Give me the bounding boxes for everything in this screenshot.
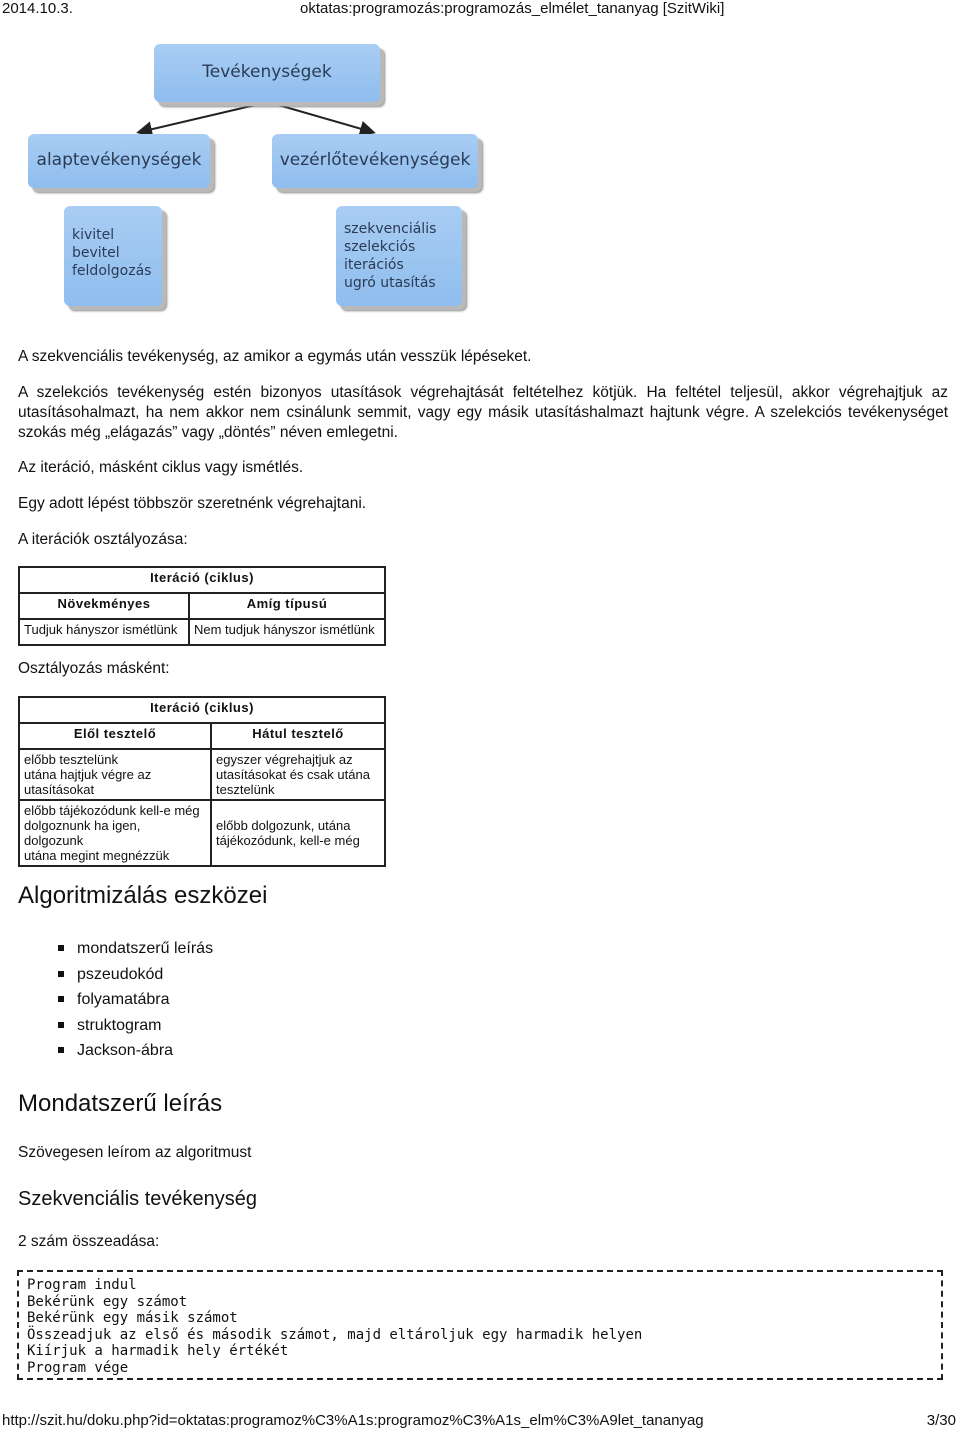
bullet-icon — [58, 945, 64, 951]
heading-sentence-description: Mondatszerű leírás — [18, 1090, 223, 1117]
cell-line: előbb dolgozunk, utána — [216, 818, 351, 833]
diagram-left-item: kivitel — [72, 227, 115, 243]
diagram-root-label: Tevékenységek — [202, 62, 332, 82]
paragraph-sum-two-numbers: 2 szám összeadása: — [18, 1233, 160, 1250]
paragraph-sentence-description: Szövegesen leírom az algoritmust — [18, 1144, 252, 1161]
cell-line: tájékozódunk, kell-e még — [216, 833, 360, 848]
heading-sequential-activity: Szekvenciális tevékenység — [18, 1188, 258, 1210]
diagram-left-box — [28, 134, 210, 188]
list-item — [58, 987, 213, 1013]
cell-line: tesztelünk — [216, 782, 275, 797]
list-item-label: mondatszerű leírás — [77, 940, 214, 957]
paragraph-classification: A iterációk osztályozása: — [18, 531, 188, 548]
list-item-label: struktogram — [77, 1016, 162, 1034]
paragraph-selection: A szelekciós tevékenység estén bizonyos utasítások végrehajtását feltételhez kötjük. Ha feltétel teljesül, akkor végrehajtjuk az utasításohalmazt, ha nem akkor nem csinálunk semmit, vagy egy másik utasításhalmazt hajtunk végre. A szelekciós tevékenységet szokás még „elágazás” vagy „döntés” néven emlegetni. — [18, 384, 948, 441]
bullet-icon — [58, 971, 64, 977]
diagram-left-item: bevitel — [72, 245, 120, 261]
iteration-table-2 — [18, 696, 386, 867]
cell-line: előbb tájékozódunk kell-e még — [24, 803, 200, 818]
print-date: 2014.10.3. — [2, 0, 73, 17]
diagram-left-items-box — [64, 206, 162, 306]
bullet-icon — [58, 1022, 64, 1028]
table1-col2-header: Amíg típusú — [189, 593, 385, 619]
iteration-table-1 — [18, 566, 386, 646]
diagram-right-item: iterációs — [344, 257, 404, 273]
activity-diagram — [0, 30, 520, 320]
cell-line: utána megint megnézzük — [24, 848, 170, 863]
code-line: Bekérünk egy másik számot — [27, 1310, 238, 1327]
print-title: oktatas:programozás:programozás_elmélet_tananyag [SzitWiki] — [300, 0, 725, 17]
list-item-label: Jackson-ábra — [77, 1042, 174, 1059]
code-line: Program indul — [27, 1277, 137, 1293]
diagram-right-items-box — [336, 206, 462, 306]
diagram-root-box — [154, 44, 380, 102]
print-header — [0, 0, 960, 20]
table1-col1-header: Növekményes — [19, 593, 189, 619]
arrow-right — [268, 102, 372, 132]
list-item — [58, 1013, 213, 1039]
cell-line: utasításokat és csak utána — [216, 767, 370, 782]
diagram-right-item: szekvenciális — [344, 221, 437, 237]
table1-title: Iteráció (ciklus) — [19, 567, 385, 593]
paragraph-sequential: A szekvenciális tevékenység, az amikor a egymás után vesszük lépéseket. — [18, 348, 532, 365]
code-block — [17, 1270, 943, 1380]
bullet-icon — [58, 1047, 64, 1053]
page-number: 3/30 — [926, 1412, 956, 1429]
cell-line: dolgozunk — [24, 833, 84, 848]
table2-cell — [19, 749, 211, 800]
list-item — [58, 936, 213, 962]
paragraph-iteration: Az iteráció, másként ciklus vagy ismétlés. — [18, 459, 304, 476]
list-item — [58, 1038, 213, 1064]
cell-line: utasításokat — [24, 782, 95, 797]
tools-list — [58, 936, 213, 1064]
code-line: Összeadjuk az első és második számot, majd eltároljuk egy harmadik helyen — [27, 1326, 643, 1343]
paragraph-classification-alt: Osztályozás másként: — [18, 660, 170, 677]
diagram-left-label: alaptevékenységek — [36, 150, 202, 170]
list-item-label: pszeudokód — [77, 965, 164, 983]
table2-cell — [211, 800, 385, 866]
bullet-icon — [58, 996, 64, 1002]
cell-line: utána hajtjuk végre az — [24, 767, 152, 782]
cell-line: egyszer végrehajtjuk az — [216, 752, 353, 767]
list-item-label: folyamatábra — [77, 991, 170, 1008]
table2-title: Iteráció (ciklus) — [19, 697, 385, 723]
diagram-right-box — [272, 134, 478, 188]
diagram-right-label: vezérlőtevékenységek — [279, 150, 471, 170]
arrow-left — [140, 102, 268, 132]
diagram-right-item: szelekciós — [344, 239, 416, 255]
diagram-left-item: feldolgozás — [72, 263, 152, 279]
table2-col2-header: Hátul tesztelő — [211, 723, 385, 749]
table2-cell — [211, 749, 385, 800]
code-line: Program vége — [27, 1359, 129, 1376]
code-line: Kiírjuk a harmadik hely értékét — [27, 1343, 289, 1360]
code-line: Bekérünk egy számot — [27, 1293, 188, 1310]
paragraph-repeat: Egy adott lépést többször szeretnénk végrehajtani. — [18, 495, 367, 512]
table1-cell: Tudjuk hányszor ismétlünk — [19, 619, 189, 645]
list-item — [58, 962, 213, 988]
table2-cell — [19, 800, 211, 866]
cell-line: dolgoznunk ha igen, — [24, 818, 141, 833]
footer-url: http://szit.hu/doku.php?id=oktatas:programoz%C3%A1s:programoz%C3%A1s_elm%C3%A9let_tananyag — [2, 1412, 704, 1429]
table2-col1-header: Elől tesztelő — [19, 723, 211, 749]
cell-line: előbb tesztelünk — [24, 752, 118, 767]
heading-algorithm-tools: Algoritmizálás eszközei — [18, 882, 268, 909]
diagram-right-item: ugró utasítás — [344, 275, 436, 291]
table1-cell: Nem tudjuk hányszor ismétlünk — [189, 619, 385, 645]
